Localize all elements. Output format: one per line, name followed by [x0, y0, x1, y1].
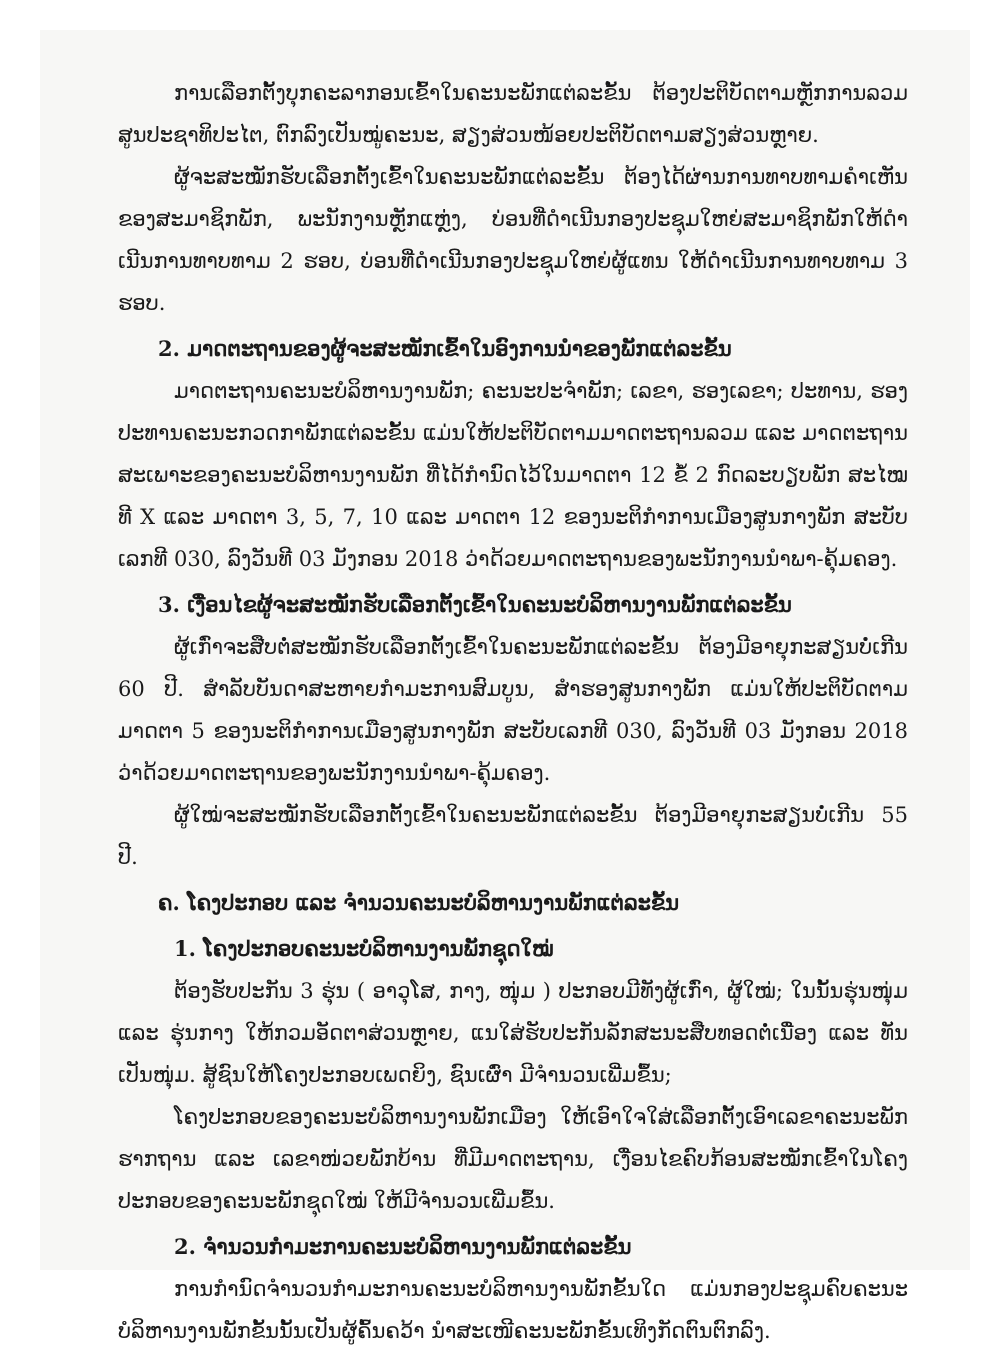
- paragraph-candidate-consultation: ຜູ້ຈະສະໝັກຮັບເລືອກຕັ້ງເຂົ້າໃນຄະນະພັກແຕ່ລະຂັ້ນ ຕ້ອງໄດ້ຜ່ານການທາບທາມຄໍາເຫັນຂອງສະມາຊິກພັກ, ພະນັກງານຫຼັກແຫຼ່ງ, ບ່ອນທີ່ດໍາເນີນກອງປະຊຸມໃຫຍ່ສະມາຊິກພັກໃຫ້ດໍາເນີນການທາບທາມ 2 ຮອບ, ບ່ອນທີ່ດໍາເນີນກອງປະຊຸມໃຫຍ່ຜູ້ແທນ ໃຫ້ດໍາເນີນການທາບທາມ 3 ຮອບ.: [118, 165, 908, 315]
- heading-new-committee-structure: 1. ໂຄງປະກອບຄະນະບໍລິຫານງານພັກຊຸດໃໝ່: [174, 936, 554, 961]
- heading-section-structure: ຄ. ໂຄງປະກອບ ແລະ ຈໍານວນຄະນະບໍລິຫານງານພັກແຕ່ລະຂັ້ນ: [158, 890, 680, 915]
- heading-committee-count: 2. ຈໍານວນກໍາມະການຄະນະບໍລິຫານງານພັກແຕ່ລະຂັ້ນ: [174, 1234, 632, 1259]
- heading-candidate-standards: 2. ມາດຕະຖານຂອງຜູ້ຈະສະໝັກເຂົ້າໃນອົງການນໍາຂອງພັກແຕ່ລະຂັ້ນ: [158, 336, 732, 361]
- paragraph-age-limit-new: ຜູ້ໃໝ່ຈະສະໝັກຮັບເລືອກຕັ້ງເຂົ້າໃນຄະນະພັກແຕ່ລະຂັ້ນ ຕ້ອງມີອາຍຸກະສຽນບໍ່ເກີນ 55 ປີ.: [118, 803, 908, 869]
- paragraph-age-limit-existing: ຜູ້ເກົ່າຈະສືບຕໍ່ສະໝັກຮັບເລືອກຕັ້ງເຂົ້າໃນຄະນະພັກແຕ່ລະຂັ້ນ ຕ້ອງມີອາຍຸກະສຽນບໍ່ເກີນ 60 ປີ. ສໍາລັບບັນດາສະຫາຍກໍາມະການສົມບູນ, ສໍາຮອງສູນກາງພັກ ແມ່ນໃຫ້ປະຕິບັດຕາມມາດຕາ 5 ຂອງນະຕິກໍາການເມືອງສູນກາງພັກ ສະບັບເລກທີ 030, ລົງວັນທີ 03 ມັງກອນ 2018 ວ່າດ້ວຍມາດຕະຖານຂອງພະນັກງານນໍາພາ-ຄຸ້ມຄອງ.: [118, 635, 908, 785]
- paragraph-election-principle: ການເລືອກຕັ້ງບຸກຄະລາກອນເຂົ້າໃນຄະນະພັກແຕ່ລະຂັ້ນ ຕ້ອງປະຕິບັດຕາມຫຼັກການລວມສູນປະຊາທິປະໄຕ, ຕົກລົງເປັນໝູ່ຄະນະ, ສຽງສ່ວນໜ້ອຍປະຕິບັດຕາມສຽງສ່ວນຫຼາຍ.: [118, 81, 908, 147]
- paragraph-standards: ມາດຕະຖານຄະນະບໍລິຫານງານພັກ; ຄະນະປະຈໍາພັກ; ເລຂາ, ຮອງເລຂາ; ປະທານ, ຮອງປະທານຄະນະກວດກາພັກແຕ່ລະຂັ້ນ ແມ່ນໃຫ້ປະຕິບັດຕາມມາດຕະຖານລວມ ແລະ ມາດຕະຖານສະເພາະຂອງຄະນະບໍລິຫານງານພັກ ທີ່ໄດ້ກໍານົດໄວ້ໃນມາດຕາ 12 ຂໍ້ 2 ກົດລະບຽບພັກ ສະໄໝທີ X ແລະ ມາດຕາ 3, 5, 7, 10 ແລະ ມາດຕາ 12 ຂອງນະຕິກໍາການເມືອງສູນກາງພັກ ສະບັບເລກທີ 030, ລົງວັນທີ 03 ມັງກອນ 2018 ວ່າດ້ວຍມາດຕະຖານຂອງພະນັກງານນໍາພາ-ຄຸ້ມຄອງ.: [118, 379, 909, 571]
- paragraph-committee-count: ການກໍານົດຈໍານວນກໍາມະການຄະນະບໍລິຫານງານພັກຂັ້ນໃດ ແມ່ນກອງປະຊຸມຄົບຄະນະບໍລິຫານງານພັກຂັ້ນນັ້ນເປັນຜູ້ຄົ້ນຄວ້າ ນໍາສະເໜີຄະນະພັກຂັ້ນເທິງກັດຕົນຕົກລົງ.: [118, 1277, 908, 1343]
- heading-candidate-conditions: 3. ເງື່ອນໄຂຜູ້ຈະສະໝັກຮັບເລືອກຕັ້ງເຂົ້າໃນຄະນະບໍລິຫານງານພັກແຕ່ລະຂັ້ນ: [158, 592, 792, 617]
- document-page: [40, 30, 970, 1343]
- paragraph-three-generations: ຕ້ອງຮັບປະກັນ 3 ຮຸ່ນ ( ອາວຸໂສ, ກາງ, ໜຸ່ມ ) ປະກອບມີທັງຜູ້ເກົ່າ, ຜູ້ໃໝ່; ໃນນັ້ນຮຸ່ນໜຸ່ມ ແລະ ຮຸ່ນກາງ ໃຫ້ກວມອັດຕາສ່ວນຫຼາຍ, ແນໃສ່ຮັບປະກັນລັກສະນະສືບທອດຕໍ່ເນື່ອງ ແລະ ທັນເປັນໜຸ່ມ. ສູ້ຊົນໃຫ້ໂຄງປະກອບເພດຍິງ, ຊົນເຜົ່າ ມີຈໍານວນເພີ່ມຂຶ້ນ;: [118, 979, 908, 1087]
- paragraph-district-committee: ໂຄງປະກອບຂອງຄະນະບໍລິຫານງານພັກເມືອງ ໃຫ້ເອົາໃຈໃສ່ເລືອກຕັ້ງເອົາເລຂາຄະນະພັກຮາກຖານ ແລະ ເລຂາໜ່ວຍພັກບ້ານ ທີ່ມີມາດຕະຖານ, ເງື່ອນໄຂຄົບກ້ອນສະໝັກເຂົ້າໃນໂຄງປະກອບຂອງຄະນະພັກຊຸດໃໝ່ ໃຫ້ມີຈໍານວນເພີ່ມຂຶ້ນ.: [118, 1105, 908, 1213]
